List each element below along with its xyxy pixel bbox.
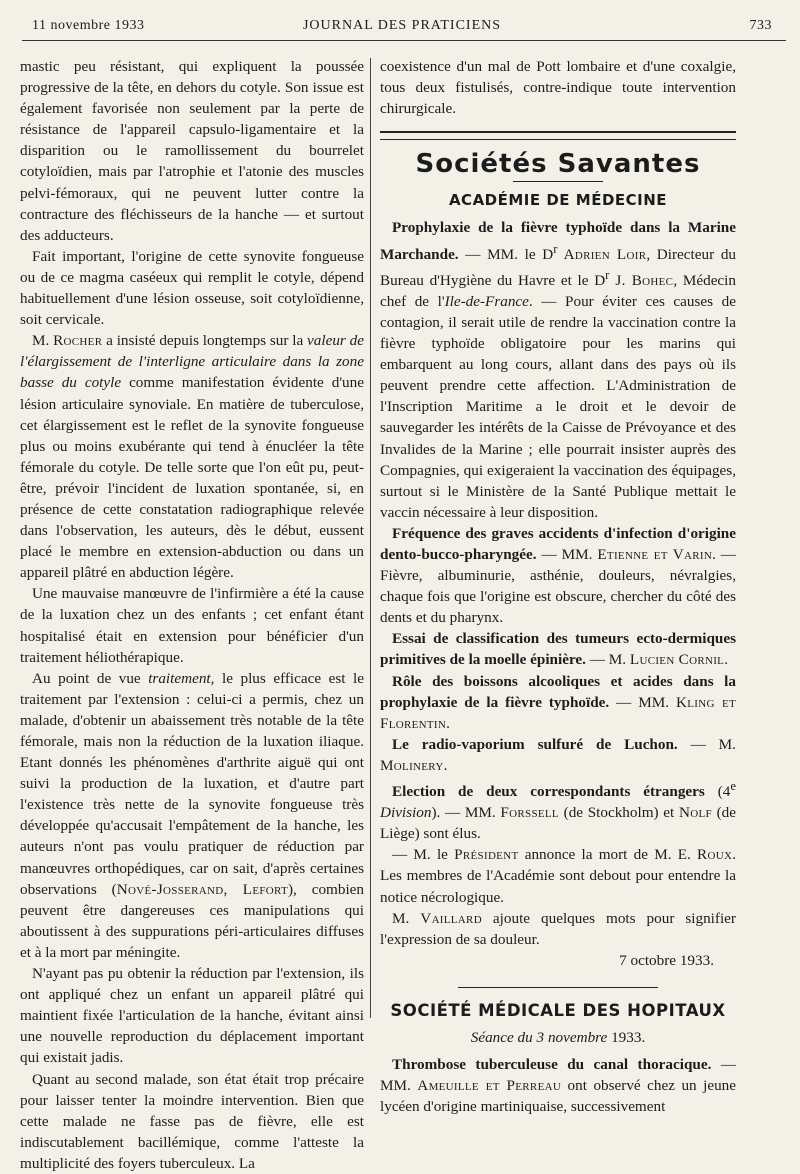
column-divider: [370, 58, 371, 1018]
communication: Election de deux correspondants étrangers (4e Division). — MM. Forssell (de Stockholm) et Nolf (de Liège) sont élus.: [380, 779, 736, 843]
smh-heading: SOCIÉTÉ MÉDICALE DES HOPITAUX: [390, 1000, 726, 1020]
paragraph: — M. le Président annonce la mort de M. E. Roux. Les membres de l'Académie sont debout pour entendre la notice nécrologique.: [380, 846, 737, 906]
paragraph: Fait important, l'origine de cette synovite fongueuse ou de ce magma caséeux qui remplit le cotyle, dépend habituellement d'une lésion osseuse, soit cotyloïdienne, soit cervicale.: [20, 247, 364, 329]
communication: Thrombose tuberculeuse du canal thoracique. — MM. Ameuille et Perreau ont observé chez un jeune lycéen d'origine martiniquaise, successivement: [380, 1056, 737, 1116]
header-journal-title: JOURNAL DES PRATICIENS: [302, 18, 502, 33]
title-rule: [513, 181, 603, 182]
paragraph: mastic peu résistant, qui expliquent la poussée progressive de la tête, en dehors du cotyle. Son issue est également favorisée non seulement par la perte de résistance de l'appareil capsulo-ligamentaire et la disparition ou le ramollissement du bourrelet cotyloïdien, mais par l'atrophie et l'atonie des muscles pelvi-fémoraux, qui ne peuvent lutter contre la contracture des fléchisseurs de la hanche — et surtout des adducteurs.: [20, 58, 364, 244]
communication: Prophylaxie de la fièvre typhoïde dans la Marine Marchande. — MM. le $D^r$ Adrien Loir, Directeur du Bureau d'Hygiène du Havre et le $D^r$ J. Bohec, Médecin chef de l'Ile-de-France. — Pour éviter ces causes de contagion, il serait utile de rendre la vaccination contre la fièvre typhoïde obligatoire pour les marins qui embarquent au long cours, allant dans des pays où ils peuvent prendre cette affection. L'Administration de l'Inscription Maritime a le droit et le devoir de sauvegarder les intérêts de la Caisse de Prévoyance et des Invalides de la Marine ; elle pourrait insister auprès des Compagnies, qui exigeraient la vaccination des équipages, surtout si le Ministère de la Santé Publique mettait le vaccin nécessaire à leur disposition.: [380, 219, 737, 521]
author-names: Nové-Josserand, Lefort: [116, 880, 288, 898]
seance-line: Séance du 3 novembre 1933.: [470, 1029, 646, 1047]
communication: Fréquence des graves accidents d'infection d'origine dento-bucco-pharyngée. — MM. Etienne et Varin. — Fièvre, albuminurie, asthénie, douleurs, névralgies, chaque fois que l'origine est obscure, chercher du côté des dents et du pharynx.: [380, 524, 736, 627]
right-column: [380, 56, 736, 1117]
section-rule: [380, 131, 736, 140]
communication: Rôle des boissons alcooliques et acides dans la prophylaxie de la fièvre typhoïde. — MM. Kling et Florentin.: [380, 672, 736, 732]
paragraph: Une mauvaise manœuvre de l'infirmière a été la cause de la luxation chez un des enfants ; cet enfant étant hospitalisé était en extension pour bénéficier d'un traitement héliothérapique.: [20, 585, 364, 666]
running-header: [28, 18, 776, 40]
communication: Le radio-vaporium sulfuré de Luchon. — M. Molinery.: [380, 735, 736, 774]
section-title: Sociétés Savantes: [415, 149, 701, 180]
header-date: 11 novembre 1933: [32, 18, 145, 33]
header-rule: [22, 40, 786, 41]
author-name: Rocher: [53, 332, 103, 350]
paragraph: M. Rocher a insisté depuis longtemps sur la valeur de l'élargissement de l'interligne articulaire dans la zone basse du cotyle comme manifestation évidente d'une lésion articulaire synoviale. En matière de tuberculose, cet élargissement est le reflet de la synovite fongueuse plus ou moins exubérante qui tend à énucléer la tête fémorale du cotyle. De telle sorte que l'on eût pu, peut-être, prévoir l'incident de luxation spontanée, si, en présence de cette constatation radiographique relevée dans l'observation, les auteurs, dès le début, eussent placé le membre en extension-abduction ou dans un appareil plâtré en abduction légère.: [20, 332, 364, 582]
paragraph: M. Vaillard ajoute quelques mots pour signifier l'expression de sa douleur.: [380, 909, 736, 948]
paragraph: Au point de vue traitement, le plus efficace est le traitement par l'extension : celui-ci a permis, chez un malade, d'obtenir un abaissement très notable de la tête fémorale, mais non la réduction de la luxation iliaque. Etant donnés les phénomènes d'arthrite aiguë qui ont suivi la production de la luxation, et d'autre part l'existence très nette de la synovite fongueuse très développée qu'accusait l'empâtement de la hanche, les auteurs n'ont pas voulu pratiquer de réduction par manœuvres orthopédiques, car on sait, d'après certaines observations (Nové-Josserand, Lefort), combien peuvent être dangereuses ces manipulations qui aboutissent à des suppurations péri-articulaires diffuses et à la mort par méningite.: [20, 669, 365, 961]
paragraph: Quant au second malade, son état était trop précaire pour laisser tenter la moindre intervention. Bien que cette malade ne fasse pas de fièvre, elle est indiscutablement bacillémique, comme l'atteste la multiplicité des foyers tuberculeux. La: [20, 1070, 364, 1172]
paragraph: coexistence d'un mal de Pott lombaire et d'une coxalgie, tous deux fistulisés, contre-indique toute intervention chirurgicale.: [380, 58, 736, 118]
header-page-number: 733: [749, 18, 772, 33]
paragraph: N'ayant pas pu obtenir la réduction par l'extension, ils ont appliqué chez un enfant un appareil plâtré qui maintient fixée l'articulation de la hanche, évitant ainsi une nouvelle reproduction du déplacement important qui existait jadis.: [20, 965, 364, 1067]
left-column: [20, 56, 364, 1174]
academie-heading: ACADÉMIE DE MÉDECINE: [448, 191, 668, 210]
communication: Essai de classification des tumeurs ecto-dermiques primitives de la moelle épinière. — M. Lucien Cornil.: [380, 630, 736, 669]
session-date: 7 octobre 1933.: [619, 951, 714, 969]
section-rule: [458, 987, 658, 988]
